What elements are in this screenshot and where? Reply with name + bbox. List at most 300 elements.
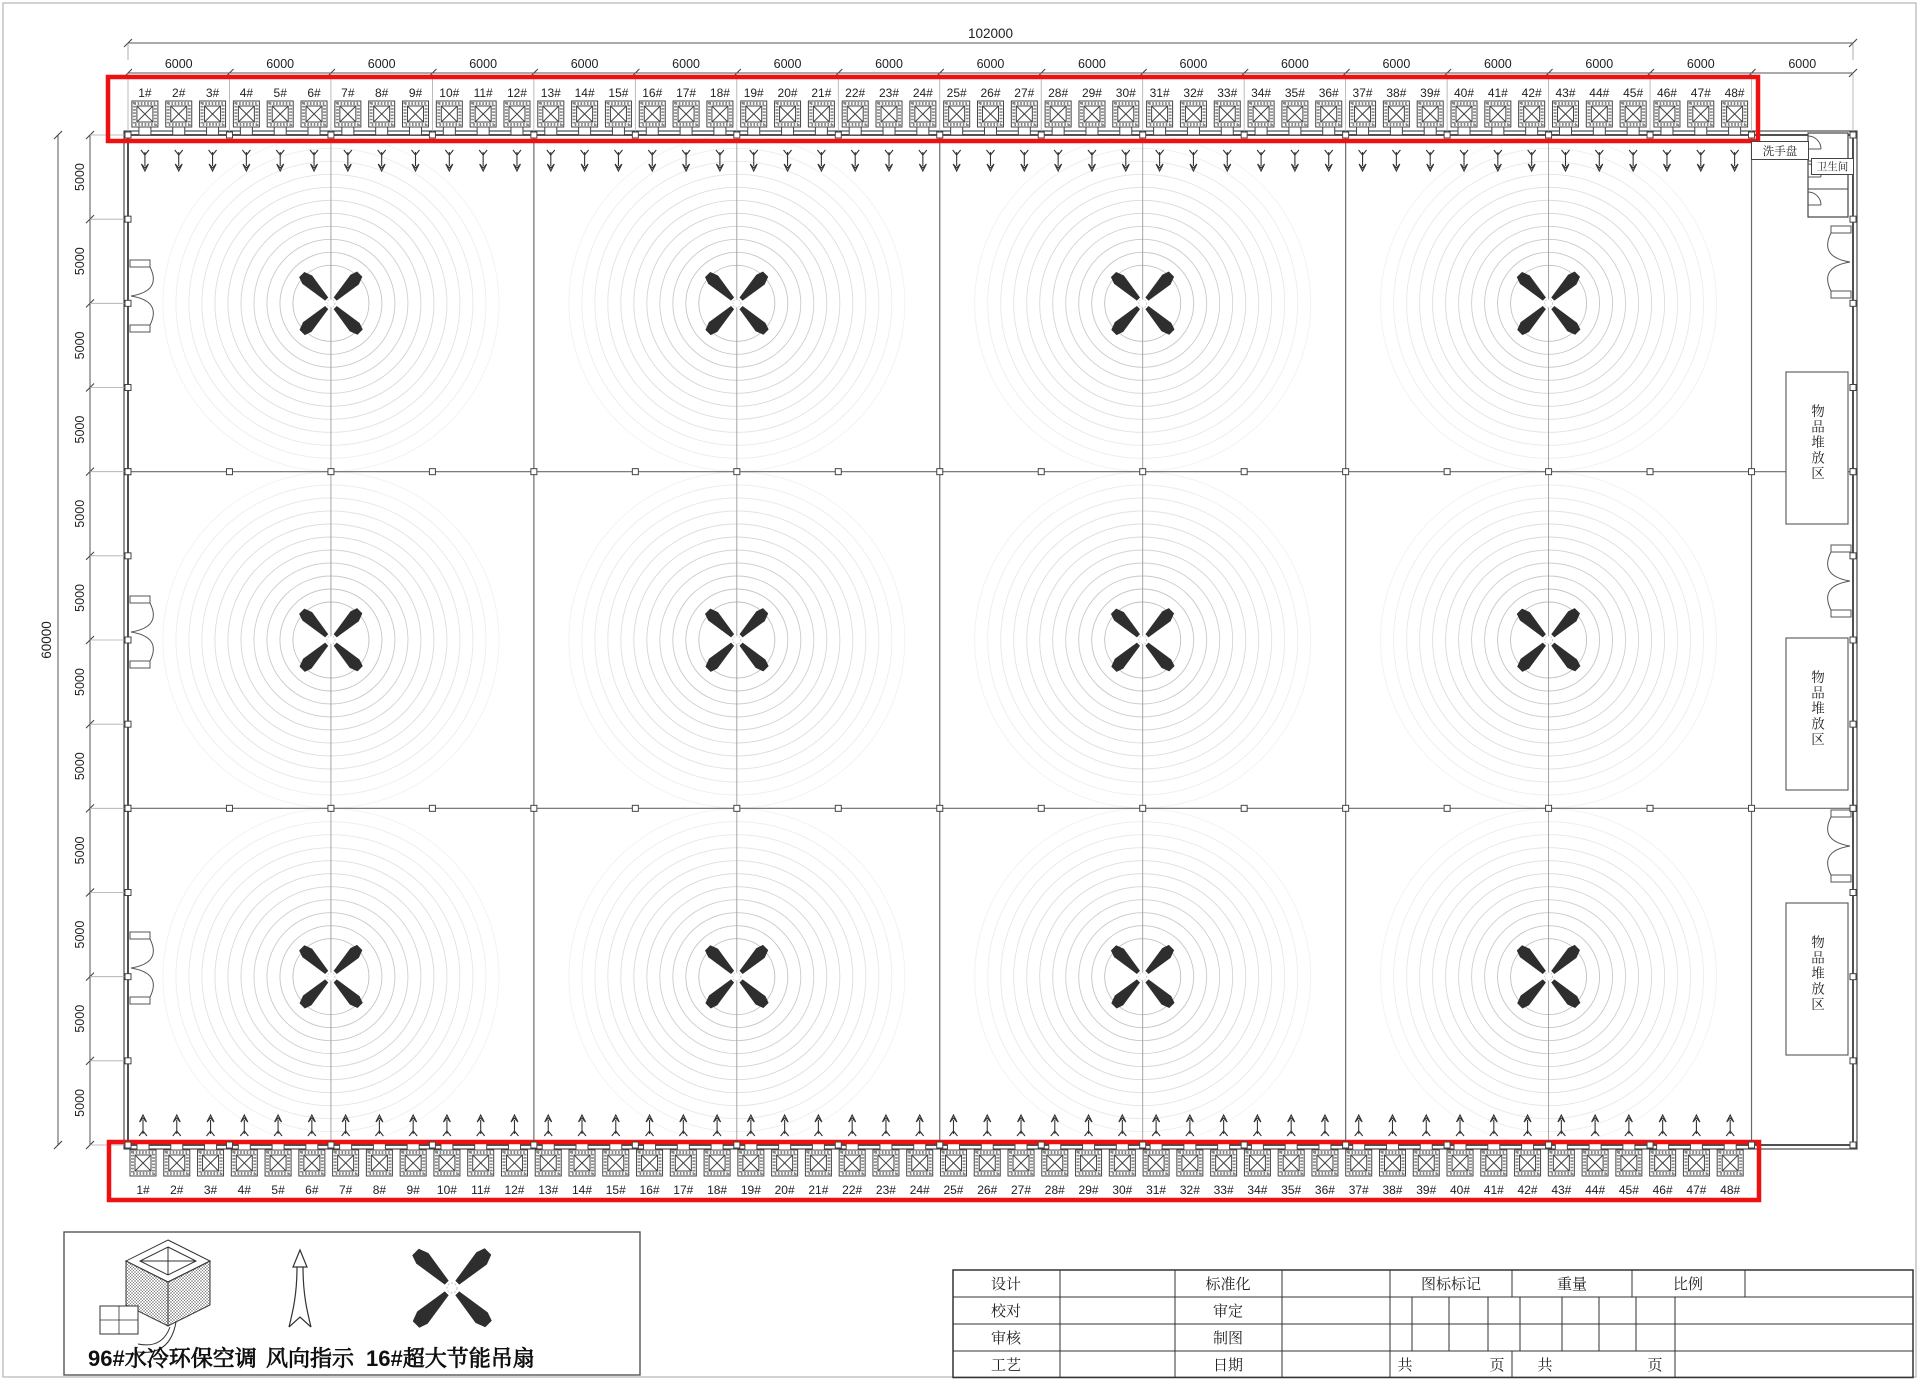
ac-unit-duct: [1357, 127, 1369, 135]
column-marker: [429, 1142, 435, 1148]
door-leaf: [130, 661, 150, 668]
wind-arrow-bottom: [443, 1115, 451, 1136]
fan-blade: [1109, 640, 1143, 674]
column-marker: [1343, 469, 1349, 475]
fan-blade: [1142, 640, 1176, 674]
column-marker: [1546, 132, 1552, 138]
ac-unit-duct: [917, 127, 929, 135]
dim-label-overall-height: 60000: [39, 621, 54, 659]
wind-arrow-bottom: [781, 1115, 789, 1136]
column-marker: [1647, 469, 1653, 475]
column-marker: [734, 132, 740, 138]
ac-unit-duct: [477, 127, 489, 135]
ac-unit-label-top: 45#: [1623, 86, 1644, 100]
ac-unit-label-bottom: 29#: [1078, 1183, 1099, 1197]
ac-unit-label-bottom: 34#: [1247, 1183, 1268, 1197]
column-marker: [835, 805, 841, 811]
column-marker: [1850, 469, 1856, 475]
ac-unit-label-bottom: 17#: [673, 1183, 694, 1197]
ac-unit-label-top: 31#: [1149, 86, 1170, 100]
fan-blade: [703, 606, 737, 640]
ac-unit-label-top: 40#: [1454, 86, 1475, 100]
title-block-label: 审定: [1212, 1303, 1244, 1320]
ac-unit-label-top: 23#: [879, 86, 900, 100]
wind-arrow-top: [310, 150, 318, 171]
column-marker: [1038, 1142, 1044, 1148]
wind-arrow-bottom: [916, 1115, 924, 1136]
ac-unit-label-top: 8#: [374, 86, 389, 100]
ac-unit-duct: [342, 127, 354, 135]
column-marker: [1749, 132, 1755, 138]
wind-arrow-top: [1460, 150, 1468, 171]
column-marker: [937, 132, 943, 138]
ac-unit-label-top: 1#: [138, 86, 152, 100]
ac-unit-duct: [1424, 127, 1436, 135]
ac-unit-label-top: 32#: [1183, 86, 1204, 100]
title-block-label: 校对: [990, 1303, 1022, 1320]
fan-blade: [1515, 606, 1549, 640]
column-marker: [632, 1142, 638, 1148]
ac-unit-label-bottom: 31#: [1146, 1183, 1167, 1197]
column-marker: [734, 805, 740, 811]
column-marker: [1749, 805, 1755, 811]
fan-blade: [410, 1246, 452, 1288]
wind-arrow-top: [1325, 150, 1333, 171]
door-swing-arc: [131, 939, 153, 968]
storage-area-label-1: 物品堆放区: [1809, 404, 1824, 482]
ac-unit-label-top: 19#: [743, 86, 764, 100]
column-marker: [125, 300, 131, 306]
fan-blade: [1515, 943, 1549, 977]
wind-arrow-bottom: [882, 1115, 890, 1136]
dim-label-row: 5000: [73, 331, 87, 360]
wind-arrow-top: [1697, 150, 1705, 171]
wind-arrow-top: [411, 150, 419, 171]
wind-arrow-top: [242, 150, 250, 171]
fan-blade: [703, 976, 737, 1010]
ac-unit-duct: [782, 127, 794, 135]
door-leaf: [1831, 810, 1851, 817]
column-marker: [1343, 805, 1349, 811]
ac-unit-duct: [1559, 127, 1571, 135]
dim-label-row: 5000: [73, 584, 87, 612]
column-marker: [1140, 469, 1146, 475]
ac-unit-label-bottom: 35#: [1281, 1183, 1302, 1197]
fan-blade: [1142, 606, 1176, 640]
wind-arrow-fletch: [289, 1317, 311, 1327]
door-swing-arc: [131, 267, 153, 296]
ac-unit-duct: [173, 127, 185, 135]
ac-unit-label-bottom: 2#: [170, 1183, 184, 1197]
ac-unit-duct: [240, 127, 252, 135]
ac-unit-label-bottom: 32#: [1179, 1183, 1200, 1197]
column-marker: [1647, 1142, 1653, 1148]
wind-arrow-top: [648, 150, 656, 171]
column-marker: [937, 805, 943, 811]
ac-unit-label-bottom: 45#: [1618, 1183, 1639, 1197]
ac-unit-label-bottom: 5#: [271, 1183, 285, 1197]
dim-label-bay: 6000: [1788, 57, 1817, 71]
door-leaf: [1831, 291, 1851, 298]
column-marker: [1850, 385, 1856, 391]
ac-unit-label-bottom: 37#: [1348, 1183, 1369, 1197]
ac-unit-label-top: 28#: [1048, 86, 1069, 100]
column-marker: [125, 974, 131, 980]
ac-unit-duct: [1627, 127, 1639, 135]
wind-arrow-bottom: [240, 1115, 248, 1136]
fan-blade: [703, 640, 737, 674]
ac-unit-duct: [815, 127, 827, 135]
ac-unit-label-bottom: 6#: [305, 1183, 319, 1197]
ac-unit-label-top: 13#: [540, 86, 561, 100]
wind-arrow-bottom: [1085, 1115, 1093, 1136]
wind-arrow-top: [885, 150, 893, 171]
column-marker: [1140, 1142, 1146, 1148]
fan-blade: [1515, 640, 1549, 674]
title-block-label: 共: [1537, 1357, 1553, 1374]
ac-unit-duct: [748, 127, 760, 135]
wind-arrow-bottom: [1287, 1115, 1295, 1136]
fan-blade: [1109, 606, 1143, 640]
ac-unit-label-top: 25#: [946, 86, 967, 100]
toilet-label: 卫生间: [1811, 158, 1854, 175]
column-marker: [1850, 300, 1856, 306]
wind-arrow-bottom: [612, 1115, 620, 1136]
wind-arrow-top: [1392, 150, 1400, 171]
wind-arrow-bottom: [477, 1115, 485, 1136]
ac-unit-duct: [1492, 127, 1504, 135]
ac-unit-label-bottom: 7#: [338, 1183, 353, 1197]
storage-area-label-2: 物品堆放区: [1809, 670, 1824, 748]
wind-arrow-top: [175, 150, 183, 171]
ac-unit-label-top: 29#: [1081, 86, 1102, 100]
ac-unit-label-bottom: 9#: [406, 1183, 420, 1197]
column-marker: [429, 132, 435, 138]
column-marker: [1850, 974, 1856, 980]
ac-unit-duct: [646, 127, 658, 135]
title-block-label: 设计: [990, 1276, 1022, 1293]
ac-unit-duct: [1390, 127, 1402, 135]
wind-arrow-bottom: [1659, 1115, 1667, 1136]
fan-hub: [1545, 636, 1553, 644]
ac-unit-label-top: 34#: [1251, 86, 1272, 100]
ac-unit-label-top: 41#: [1487, 86, 1508, 100]
fan-blade: [1109, 943, 1143, 977]
dim-label-bay: 6000: [1179, 57, 1208, 71]
column-marker: [1546, 1142, 1552, 1148]
title-block-label: 图标标记: [1420, 1276, 1482, 1293]
fan-blade: [703, 303, 737, 337]
column-marker: [1647, 805, 1653, 811]
wind-arrow-bottom: [1524, 1115, 1532, 1136]
column-marker: [1546, 805, 1552, 811]
wind-arrow-bottom: [1422, 1115, 1430, 1136]
wind-arrow-bottom: [578, 1115, 586, 1136]
ac-unit-label-top: 42#: [1521, 86, 1542, 100]
ac-unit-label-bottom: 42#: [1517, 1183, 1538, 1197]
legend-label-fan: 16#超大节能吊扇: [366, 1346, 535, 1371]
door-leaf: [130, 997, 150, 1004]
column-marker: [1850, 553, 1856, 559]
wind-arrow-top: [750, 150, 758, 171]
wind-arrow-bottom: [1388, 1115, 1396, 1136]
ac-unit-duct: [612, 127, 624, 135]
column-marker: [226, 469, 232, 475]
ac-unit-duct: [849, 127, 861, 135]
fan-blade: [703, 943, 737, 977]
ac-unit-label-top: 11#: [473, 86, 493, 100]
ac-unit-label-top: 12#: [506, 86, 527, 100]
column-marker: [1444, 1142, 1450, 1148]
ac-unit-duct: [1255, 127, 1267, 135]
wind-direction-arrow-icon: [293, 1250, 307, 1267]
fan-blade: [331, 606, 365, 640]
column-marker: [328, 805, 334, 811]
dim-label-row: 5000: [73, 1004, 87, 1033]
fan-hub: [1139, 299, 1147, 307]
ac-unit-label-bottom: 24#: [909, 1183, 930, 1197]
wind-arrow-bottom: [1118, 1115, 1126, 1136]
title-block-label: 标准化: [1205, 1276, 1251, 1293]
ac-unit-duct: [984, 127, 996, 135]
dim-label-bay: 6000: [266, 57, 295, 71]
fan-blade: [1548, 943, 1582, 977]
column-marker: [1850, 637, 1856, 643]
column-marker: [125, 132, 131, 138]
ac-unit-label-bottom: 33#: [1213, 1183, 1234, 1197]
ac-unit-label-top: 15#: [608, 86, 629, 100]
column-marker: [1546, 469, 1552, 475]
wind-arrow-bottom: [409, 1115, 417, 1136]
fan-blade: [737, 640, 771, 674]
legend-label-wind: 风向指示: [266, 1346, 355, 1371]
dim-label-row: 5000: [73, 499, 87, 528]
column-marker: [1444, 469, 1450, 475]
column-marker: [1647, 132, 1653, 138]
column-marker: [1749, 469, 1755, 475]
title-block-label: 页: [1647, 1357, 1663, 1374]
ac-unit-label-bottom: 41#: [1483, 1183, 1504, 1197]
column-marker: [1444, 805, 1450, 811]
column-marker: [531, 805, 537, 811]
wind-arrow-top: [953, 150, 961, 171]
door-swing-arc: [1828, 552, 1850, 581]
column-marker: [1038, 132, 1044, 138]
column-marker: [835, 1142, 841, 1148]
wind-arrow-bottom: [679, 1115, 687, 1136]
ac-unit-label-bottom: 22#: [842, 1183, 863, 1197]
column-marker: [1343, 132, 1349, 138]
wind-arrow-top: [513, 150, 521, 171]
fan-blade: [737, 943, 771, 977]
ac-unit-duct: [1661, 127, 1673, 135]
dim-label-bay: 6000: [976, 57, 1005, 71]
ac-unit-duct: [1018, 127, 1030, 135]
wind-arrow-top: [1731, 150, 1739, 171]
wind-arrow-top: [1359, 150, 1367, 171]
ac-unit-duct: [1221, 127, 1233, 135]
fan-blade: [1142, 943, 1176, 977]
wind-arrow-bottom: [1321, 1115, 1329, 1136]
ac-unit-label-bottom: 28#: [1044, 1183, 1065, 1197]
ac-unit-label-top: 5#: [273, 86, 287, 100]
wind-arrow-top: [445, 150, 453, 171]
column-marker: [632, 805, 638, 811]
ac-unit-label-top: 4#: [239, 86, 254, 100]
column-marker: [1749, 1142, 1755, 1148]
ac-unit-label-top: 22#: [845, 86, 866, 100]
wind-arrow-bottom: [544, 1115, 552, 1136]
door-leaf: [1831, 610, 1851, 617]
ac-unit-label-top: 20#: [777, 86, 798, 100]
ac-unit-duct: [1120, 127, 1132, 135]
ac-unit-duct: [376, 127, 388, 135]
wind-arrow-top: [784, 150, 792, 171]
column-marker: [1241, 132, 1247, 138]
ac-unit-label-bottom: 13#: [538, 1183, 559, 1197]
dim-label-row: 5000: [73, 163, 87, 191]
fan-blade: [297, 606, 331, 640]
ceiling-fan-icon: [410, 1246, 494, 1330]
column-marker: [125, 637, 131, 643]
dim-label-bay: 6000: [1686, 57, 1715, 71]
fan-blade: [452, 1246, 494, 1288]
ac-unit-label-bottom: 40#: [1450, 1183, 1471, 1197]
column-marker: [1241, 1142, 1247, 1148]
legend-label-ac: 96#水冷环保空调: [88, 1346, 257, 1371]
ac-unit-duct: [680, 127, 692, 135]
door-swing-arc: [1828, 262, 1850, 291]
door-swing-arc: [1828, 846, 1850, 875]
fan-blade: [1109, 976, 1143, 1010]
ac-unit-duct: [1187, 127, 1199, 135]
ac-unit-label-bottom: 27#: [1011, 1183, 1032, 1197]
title-block-label: 审核: [990, 1330, 1022, 1347]
ac-unit-label-top: 17#: [676, 86, 697, 100]
wind-arrow-bottom: [1355, 1115, 1363, 1136]
wind-arrow-bottom: [510, 1115, 518, 1136]
ac-unit-label-bottom: 43#: [1551, 1183, 1572, 1197]
ac-unit-label-bottom: 46#: [1652, 1183, 1673, 1197]
wind-arrow-bottom: [139, 1115, 147, 1136]
column-marker: [632, 469, 638, 475]
wind-arrow-top: [682, 150, 690, 171]
ac-unit-label-bottom: 10#: [436, 1183, 457, 1197]
title-block-label: 重量: [1556, 1276, 1588, 1293]
ac-unit-label-top: 33#: [1217, 86, 1238, 100]
door-leaf: [130, 932, 150, 939]
column-marker: [328, 469, 334, 475]
building-wall-inner: [128, 135, 1853, 1145]
ac-unit-duct: [883, 127, 895, 135]
ac-unit-label-top: 27#: [1014, 86, 1035, 100]
door-swing-arc: [1828, 817, 1850, 846]
fan-blade: [1109, 270, 1143, 304]
ac-unit-label-top: 6#: [307, 86, 321, 100]
fan-blade: [297, 270, 331, 304]
ac-unit-duct: [1593, 127, 1605, 135]
ac-unit-label-bottom: 39#: [1416, 1183, 1437, 1197]
column-marker: [835, 132, 841, 138]
title-block-label: 制图: [1212, 1330, 1244, 1347]
ac-unit-label-bottom: 23#: [875, 1183, 896, 1197]
title-block-label: 日期: [1212, 1357, 1244, 1374]
wind-arrow-top: [919, 150, 927, 171]
fan-hub: [1545, 299, 1553, 307]
ac-unit-label-top: 44#: [1589, 86, 1610, 100]
column-marker: [734, 469, 740, 475]
door-leaf: [1831, 226, 1851, 233]
column-marker: [125, 1142, 131, 1148]
fan-blade: [737, 606, 771, 640]
wind-arrow-top: [986, 150, 994, 171]
column-marker: [125, 385, 131, 391]
dim-label-bay: 6000: [164, 57, 193, 71]
fan-blade: [1548, 606, 1582, 640]
fan-blade: [1515, 303, 1549, 337]
fan-hub: [327, 973, 335, 981]
column-marker: [1343, 1142, 1349, 1148]
dim-label-row: 5000: [73, 836, 87, 865]
fan-hub: [1545, 973, 1553, 981]
column-marker: [328, 132, 334, 138]
ac-unit-label-bottom: 30#: [1112, 1183, 1133, 1197]
fan-hub: [733, 299, 741, 307]
fan-blade: [452, 1288, 494, 1330]
ac-unit-label-top: 16#: [642, 86, 663, 100]
ac-unit-label-top: 9#: [408, 86, 423, 100]
ac-unit-duct: [139, 127, 151, 135]
column-marker: [835, 469, 841, 475]
wind-arrow-bottom: [173, 1115, 181, 1136]
column-marker: [1140, 132, 1146, 138]
column-marker: [226, 132, 232, 138]
wind-arrow-top: [1088, 150, 1096, 171]
column-marker: [937, 1142, 943, 1148]
ac-unit-label-bottom: 47#: [1686, 1183, 1707, 1197]
ac-unit-duct: [1289, 127, 1301, 135]
fan-blade: [331, 270, 365, 304]
title-block-label: 共: [1397, 1357, 1413, 1374]
column-marker: [1038, 469, 1044, 475]
fan-blade: [1109, 303, 1143, 337]
wind-arrow-top: [141, 150, 149, 171]
wind-arrow-shaft: [303, 1267, 311, 1327]
fan-blade: [1515, 270, 1549, 304]
ac-unit-label-bottom: 26#: [977, 1183, 998, 1197]
column-marker: [1038, 805, 1044, 811]
wind-arrow-bottom: [1726, 1115, 1734, 1136]
dim-label-bay: 6000: [469, 57, 498, 71]
fan-blade: [737, 303, 771, 337]
fan-blade: [297, 303, 331, 337]
wind-arrow-top: [1156, 150, 1164, 171]
wind-arrow-bottom: [1253, 1115, 1261, 1136]
title-block-label: 页: [1489, 1357, 1505, 1374]
column-marker: [1850, 132, 1856, 138]
ac-unit-duct: [951, 127, 963, 135]
wind-arrow-bottom: [983, 1115, 991, 1136]
wind-arrow-top: [1663, 150, 1671, 171]
ac-unit-label-top: 21#: [811, 86, 832, 100]
dim-label-row: 5000: [73, 415, 87, 444]
wind-arrow-shaft: [289, 1267, 297, 1327]
wind-arrow-top: [1291, 150, 1299, 171]
column-marker: [125, 1058, 131, 1064]
ac-unit-label-bottom: 36#: [1314, 1183, 1335, 1197]
column-marker: [226, 1142, 232, 1148]
title-block-label: 工艺: [990, 1357, 1022, 1374]
